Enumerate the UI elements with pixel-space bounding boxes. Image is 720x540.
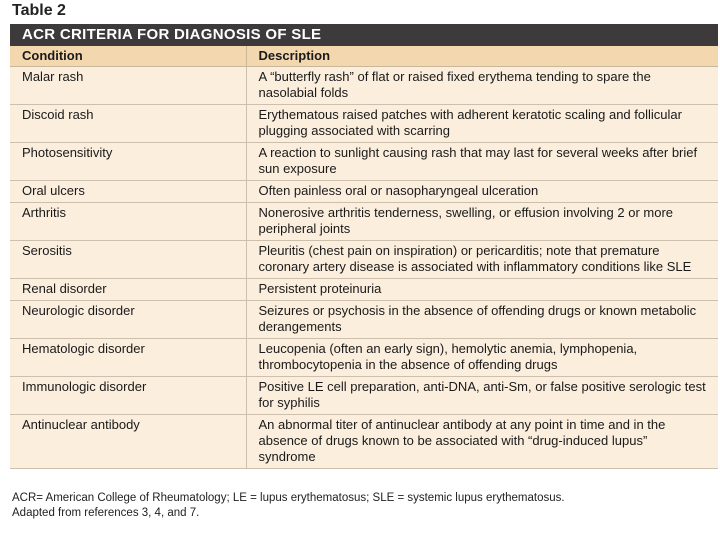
table-row (10, 181, 718, 203)
column-header-condition: Condition (10, 46, 246, 67)
table-row (10, 241, 718, 279)
description-cell: A “butterfly rash” of flat or raised fixed erythema tending to spare the nasolabial folds (246, 67, 718, 105)
description-cell: An abnormal titer of antinuclear antibody at any point in time and in the absence of drugs known to be associated with “drug-induced lupus” syndrome (246, 415, 718, 469)
column-header-description: Description (246, 46, 718, 67)
condition-cell: Renal disorder (10, 279, 246, 301)
table-row (10, 105, 718, 143)
table-row (10, 67, 718, 105)
table-title: ACR CRITERIA FOR DIAGNOSIS OF SLE (10, 24, 718, 46)
description-cell: A reaction to sunlight causing rash that may last for several weeks after brief sun exposure (246, 143, 718, 181)
table-row (10, 377, 718, 415)
condition-cell: Neurologic disorder (10, 301, 246, 339)
description-cell: Leucopenia (often an early sign), hemolytic anemia, lymphopenia, thrombocytopenia in the absence of offending drugs (246, 339, 718, 377)
condition-cell: Photosensitivity (10, 143, 246, 181)
condition-cell: Antinuclear antibody (10, 415, 246, 469)
header-row (10, 46, 718, 67)
table-row (10, 415, 718, 469)
table-row (10, 339, 718, 377)
description-cell: Often painless oral or nasopharyngeal ulceration (246, 181, 718, 203)
table-row (10, 143, 718, 181)
table-footnote (12, 491, 712, 521)
description-cell: Positive LE cell preparation, anti-DNA, anti-Sm, or false positive serologic test for syphilis (246, 377, 718, 415)
footnote-references: Adapted from references 3, 4, and 7. (12, 507, 200, 519)
criteria-table (10, 46, 718, 469)
description-cell: Persistent proteinuria (246, 279, 718, 301)
description-cell: Nonerosive arthritis tenderness, swelling, or effusion involving 2 or more peripheral joints (246, 203, 718, 241)
description-cell: Erythematous raised patches with adherent keratotic scaling and follicular plugging associated with scarring (246, 105, 718, 143)
table-row (10, 203, 718, 241)
footnote-abbreviations: ACR= American College of Rheumatology; LE = lupus erythematosus; SLE = systemic lupus erythematosus. (12, 492, 565, 504)
table-row (10, 279, 718, 301)
table-row (10, 301, 718, 339)
condition-cell: Immunologic disorder (10, 377, 246, 415)
condition-cell: Serositis (10, 241, 246, 279)
condition-cell: Oral ulcers (10, 181, 246, 203)
condition-cell: Arthritis (10, 203, 246, 241)
table-label: Table 2 (12, 2, 66, 19)
condition-cell: Discoid rash (10, 105, 246, 143)
description-cell: Pleuritis (chest pain on inspiration) or pericarditis; note that premature coronary artery disease is associated with inflammatory conditions like SLE (246, 241, 718, 279)
condition-cell: Malar rash (10, 67, 246, 105)
description-cell: Seizures or psychosis in the absence of offending drugs or known metabolic derangements (246, 301, 718, 339)
condition-cell: Hematologic disorder (10, 339, 246, 377)
